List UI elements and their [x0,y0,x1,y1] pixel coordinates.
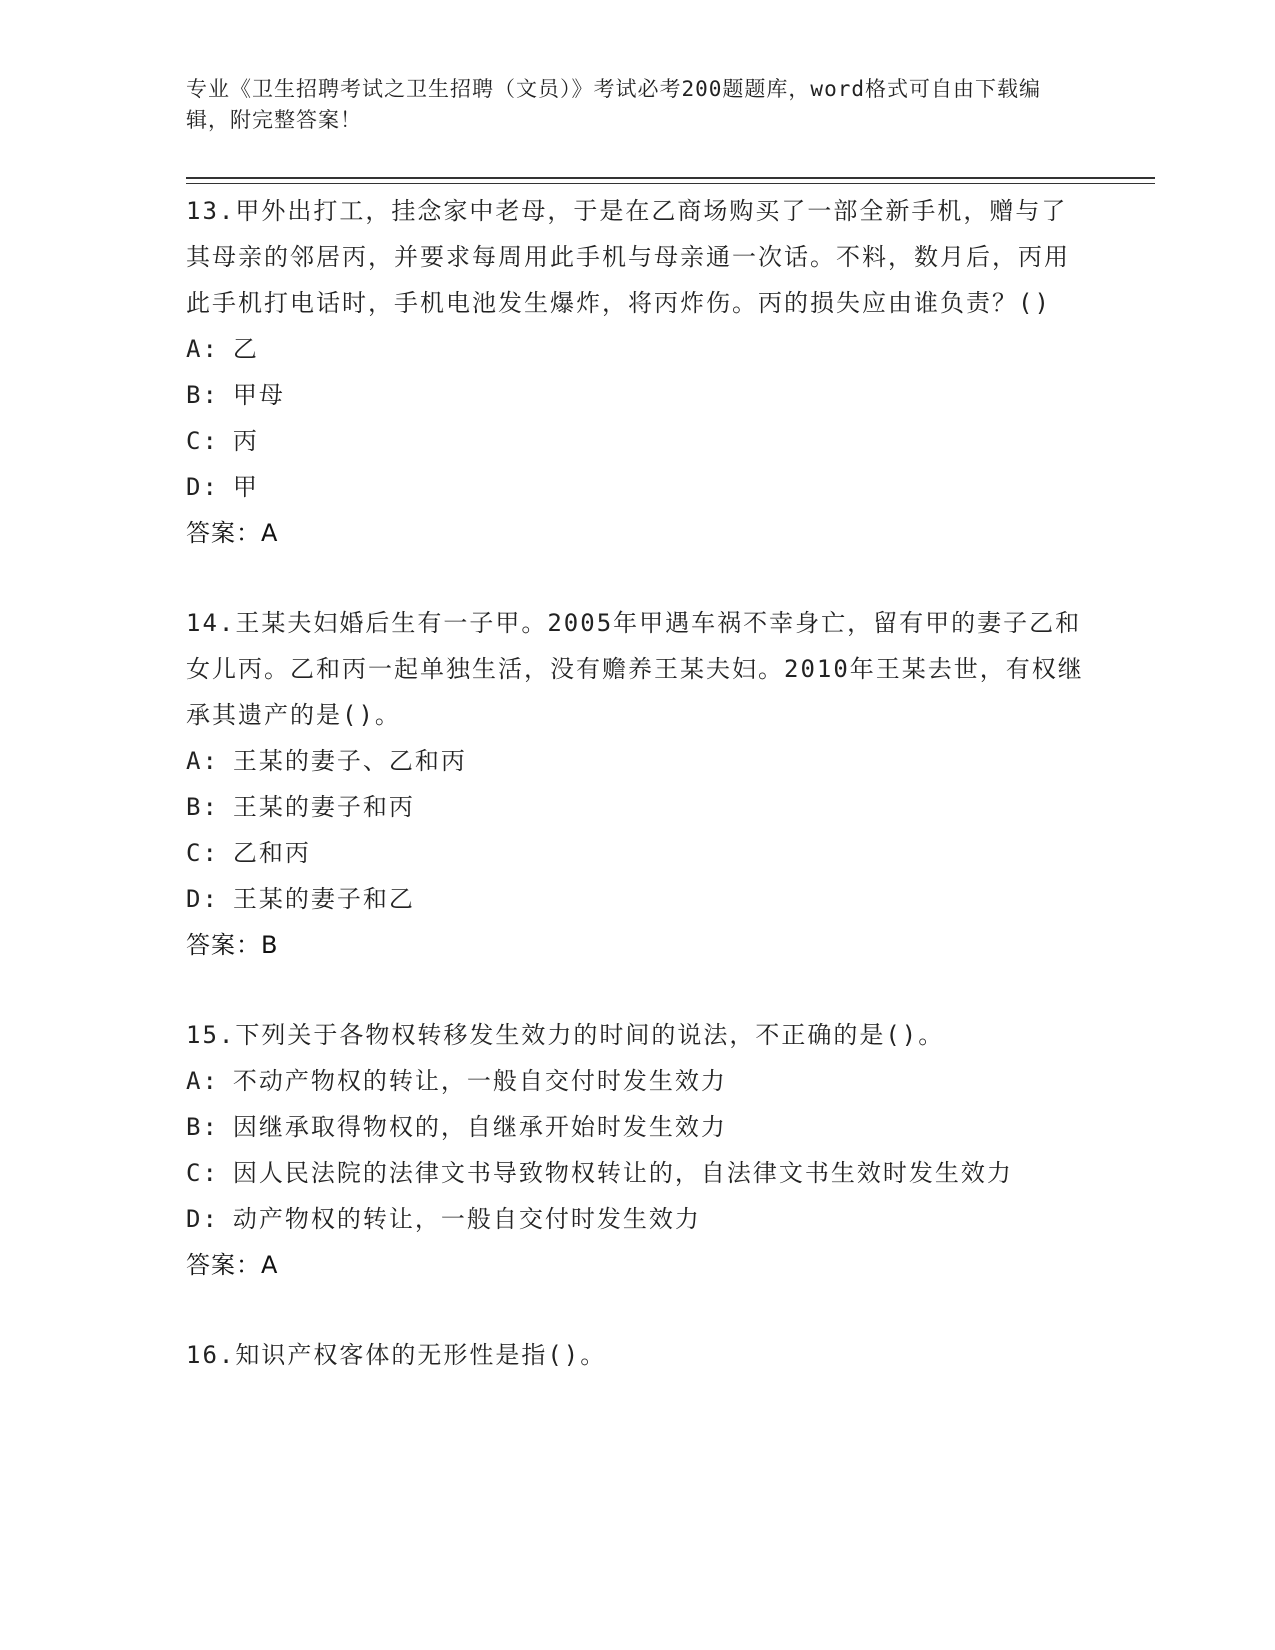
option-key: B: [186,381,219,409]
option-b [186,784,1086,830]
option-b [186,372,1086,418]
header-divider-thin [186,183,1155,184]
question-text: 14.王某夫妇婚后生有一子甲。2005年甲遇车祸不幸身亡，留有甲的妻子乙和女儿丙。乙和丙一起单独生活，没有赡养王某夫妇。2010年王某去世，有权继承其遗产的是()。 [186,609,1084,729]
option-key: C: [186,839,219,867]
option-text: 因继承取得物权的，自继承开始时发生效力 [232,1113,727,1141]
option-text: 丙 [232,427,259,455]
option-c [186,1150,1086,1196]
option-a [186,326,1086,372]
option-d [186,876,1086,922]
option-text: 王某的妻子和丙 [232,793,415,821]
option-key: B: [186,1113,219,1141]
option-text: 甲 [232,473,259,501]
answer-line: 答案：A [186,519,279,547]
question-text: 16.知识产权客体的无形性是指()。 [186,1341,607,1369]
question-text: 15.下列关于各物权转移发生效力的时间的说法，不正确的是()。 [186,1021,945,1049]
option-text: 王某的妻子、乙和丙 [232,747,467,775]
option-c [186,418,1086,464]
option-text: 王某的妻子和乙 [232,885,415,913]
option-key: D: [186,1205,219,1233]
question-list [186,188,1086,1422]
question-15 [186,1012,1086,1288]
option-key: C: [186,1159,219,1187]
option-text: 乙 [232,335,259,363]
option-a [186,1058,1086,1104]
header-divider-thick [186,177,1155,179]
question-13 [186,188,1086,556]
option-text: 因人民法院的法律文书导致物权转让的，自法律文书生效时发生效力 [232,1159,1013,1187]
option-text: 甲母 [232,381,285,409]
option-d [186,464,1086,510]
question-16 [186,1332,1086,1378]
option-key: C: [186,427,219,455]
question-text: 13.甲外出打工，挂念家中老母，于是在乙商场购买了一部全新手机，赠与了其母亲的邻居丙，并要求每周用此手机与母亲通一次话。不料，数月后，丙用此手机打电话时，手机电池发生爆炸，将丙炸伤。丙的损失应由谁负责？() [186,197,1070,317]
option-b [186,1104,1086,1150]
option-key: A: [186,335,219,363]
option-d [186,1196,1086,1242]
answer-line: 答案：B [186,931,279,959]
option-key: A: [186,747,219,775]
answer-line: 答案：A [186,1251,279,1279]
option-text: 动产物权的转让，一般自交付时发生效力 [232,1205,701,1233]
option-text: 不动产物权的转让，一般自交付时发生效力 [232,1067,727,1095]
option-key: D: [186,885,219,913]
option-text: 乙和丙 [232,839,311,867]
option-c [186,830,1086,876]
option-a [186,738,1086,784]
document-header: 专业《卫生招聘考试之卫生招聘（文员）》考试必考200题题库，word格式可自由下载编辑，附完整答案！ [186,77,1041,132]
option-key: D: [186,473,219,501]
option-key: B: [186,793,219,821]
option-key: A: [186,1067,219,1095]
question-14 [186,600,1086,968]
